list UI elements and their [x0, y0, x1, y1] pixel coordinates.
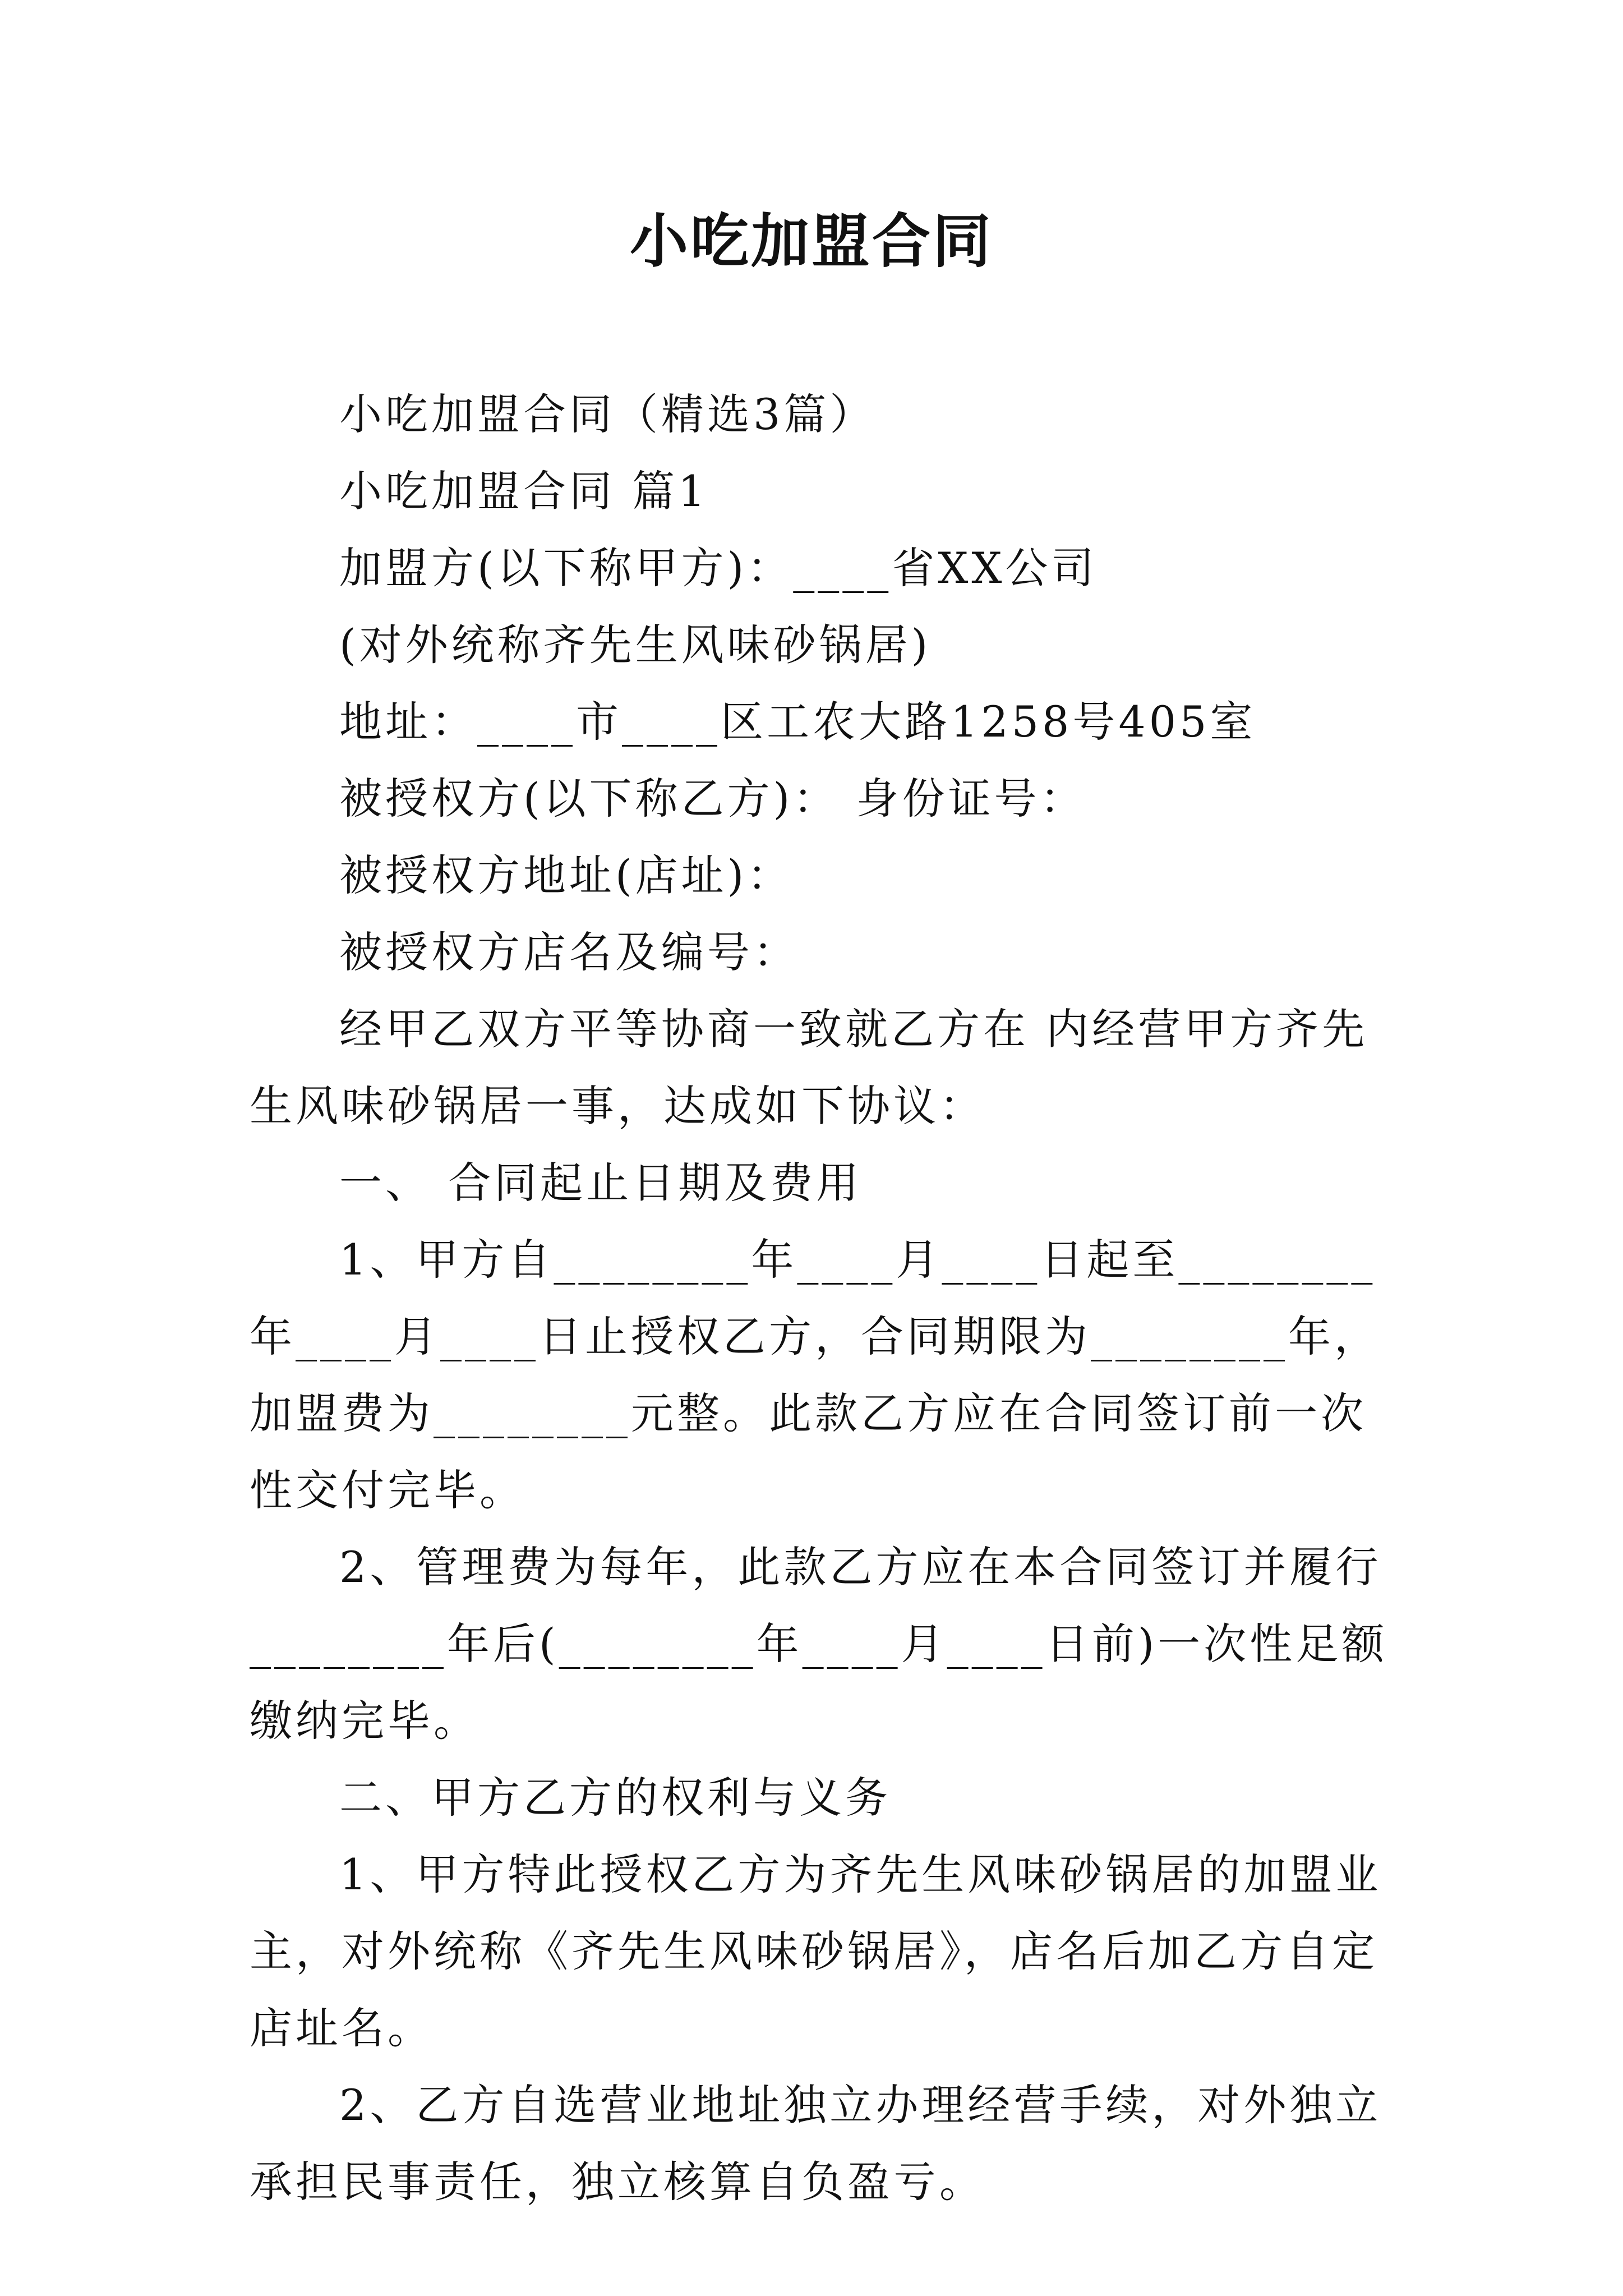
document-body [250, 376, 1388, 2220]
paragraph-heading-1: 一、 合同起止日期及费用 [339, 1158, 863, 1208]
paragraph-clause-1-1: 1、甲方自________年____月____日起至________年____月____日止授权乙方，合同期限为________年，加盟费为________元整。此款乙方应在合同签订前一次性交付完毕。 [250, 1235, 1380, 1515]
paragraph-address: 地址：____市____区工农大路1258号405室 [339, 697, 1256, 747]
paragraph-agreement-intro: 经甲乙双方平等协商一致就乙方在 内经营甲方齐先生风味砂锅居一事，达成如下协议： [250, 1004, 1368, 1131]
paragraph-licensee-address: 被授权方地址(店址)： [339, 850, 794, 900]
paragraph-subtitle: 小吃加盟合同（精选3篇） [339, 389, 876, 439]
document-title: 小吃加盟合同 [629, 206, 993, 275]
paragraph-clause-2-1: 1、甲方特此授权乙方为齐先生风味砂锅居的加盟业主，对外统称《齐先生风味砂锅居》，店名后加乙方自定店址名。 [250, 1849, 1382, 2053]
paragraph-licensee: 被授权方(以下称乙方)： 身份证号： [339, 774, 1086, 823]
paragraph-franchisor: 加盟方(以下称甲方)：____省XX公司 [339, 543, 1098, 593]
paragraph-licensee-store: 被授权方店名及编号： [339, 927, 799, 977]
paragraph-clause-2-2: 2、乙方自选营业地址独立办理经营手续，对外独立承担民事责任，独立核算自负盈亏。 [250, 2080, 1382, 2207]
paragraph-clause-1-2: 2、管理费为每年，此款乙方应在本合同签订并履行________年后(________年____月____日前)一次性足额缴纳完毕。 [250, 1542, 1388, 1746]
paragraph-section-heading: 小吃加盟合同 篇1 [339, 466, 709, 516]
paragraph-heading-2: 二、甲方乙方的权利与义务 [339, 1773, 891, 1823]
paragraph-brand-name: (对外统称齐先生风味砂锅居) [339, 620, 932, 670]
